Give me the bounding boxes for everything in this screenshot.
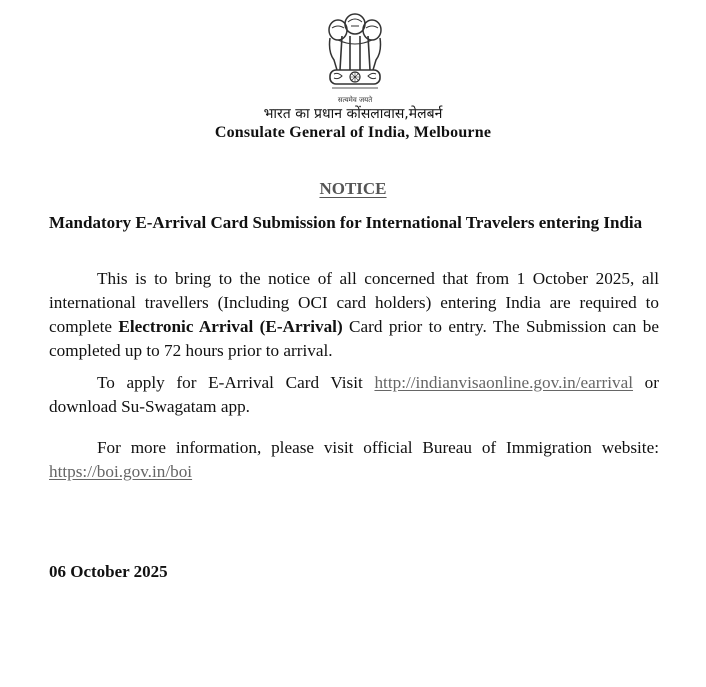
hindi-title: भारत का प्रधान कोंसलावास,मेलबर्न <box>263 106 443 122</box>
paragraph-mandatory-requirement <box>49 267 659 363</box>
emblem-motto: सत्यमेव जयते <box>337 96 373 104</box>
consulate-title: Consulate General of India, Melbourne <box>214 124 492 141</box>
paragraph-more-info <box>49 436 659 484</box>
boi-website-link[interactable]: https://boi.gov.in/boi <box>49 462 193 481</box>
national-emblem-icon <box>320 10 390 104</box>
paragraph-apply <box>49 371 659 419</box>
notice-subject: Mandatory E-Arrival Card Submission for International Travelers entering India <box>49 213 643 232</box>
paragraph1-text: This is to bring to the notice of all concerned that from 1 October 2025, all international travellers (Including OCI card holders) entering India are required to complete <box>49 269 659 336</box>
notice-heading <box>0 179 706 199</box>
notice-date: 06 October 2025 <box>49 562 168 581</box>
earrival-link[interactable]: http://indianvisaonline.gov.in/earrival <box>374 373 634 392</box>
paragraph1-text-end: Card prior to entry. The Submission can be completed up to 72 hours prior to arrival. <box>49 317 659 360</box>
paragraph2-text-end: or download Su-Swagatam app. <box>49 373 659 416</box>
paragraph2-text: To apply for E-Arrival Card Visit <box>97 373 375 392</box>
notice-heading-text: NOTICE <box>319 179 387 198</box>
paragraph1-bold: Electronic Arrival (E-Arrival) <box>118 317 343 336</box>
paragraph3-text: For more information, please visit official Bureau of Immigration website: <box>97 438 659 457</box>
